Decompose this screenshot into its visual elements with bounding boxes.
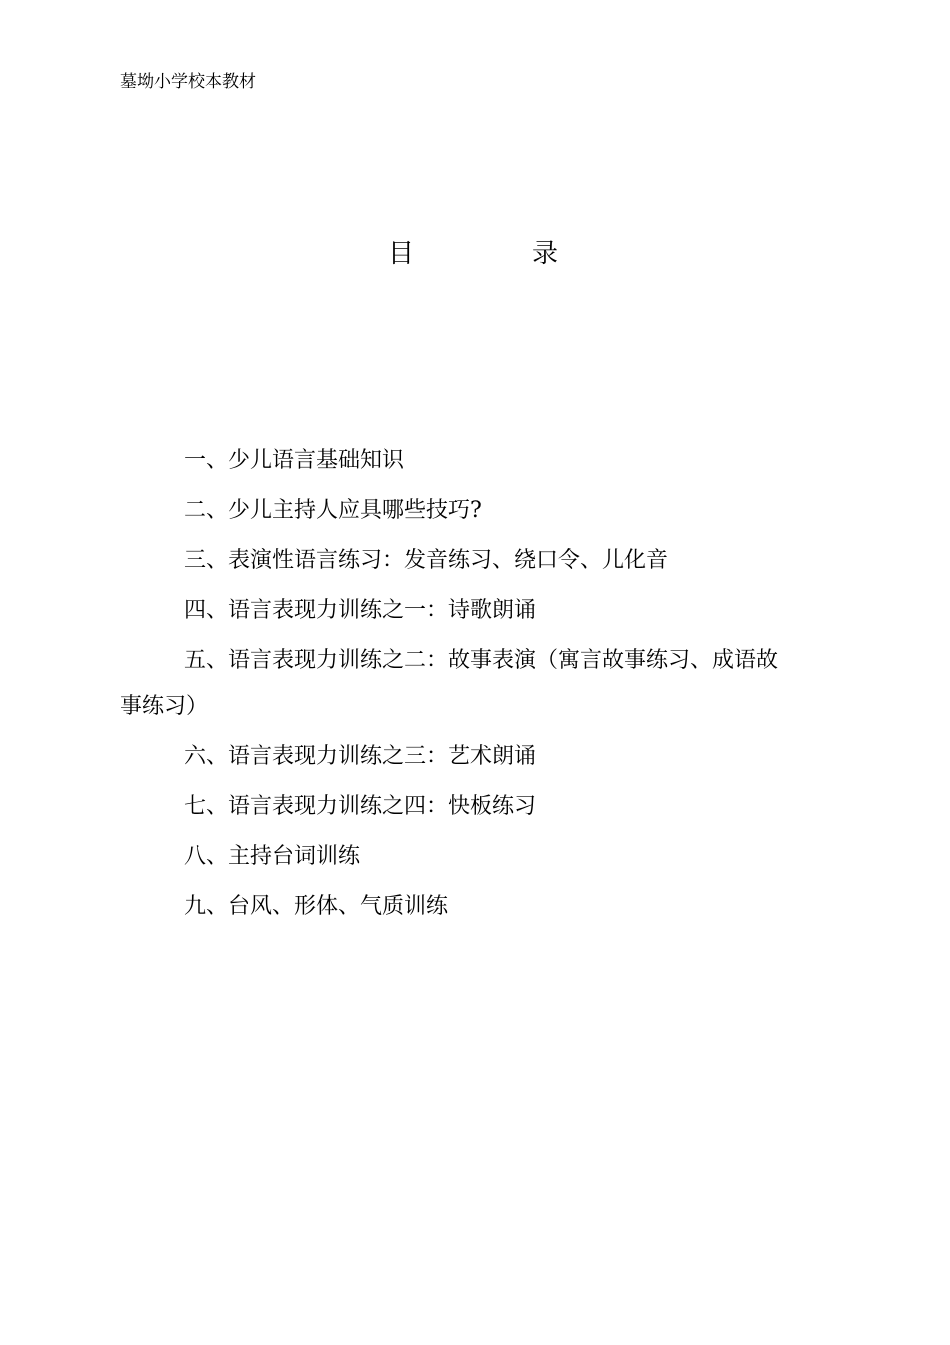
toc-item-2: 二、少儿主持人应具哪些技巧? bbox=[184, 498, 482, 523]
toc-item-6: 六、语言表现力训练之三：艺术朗诵 bbox=[184, 744, 537, 769]
toc-title bbox=[0, 236, 950, 272]
toc-list bbox=[120, 438, 780, 934]
toc-item-8: 八、主持台词训练 bbox=[184, 844, 361, 869]
toc-item-5: 五、语言表现力训练之二：故事表演（寓言故事练习、成语故事练习） bbox=[120, 648, 779, 719]
toc-item-4: 四、语言表现力训练之一：诗歌朗诵 bbox=[184, 598, 537, 623]
toc-item-9: 九、台风、形体、气质训练 bbox=[184, 894, 449, 919]
toc-title-char-2: 录 bbox=[532, 239, 559, 269]
toc-item-3: 三、表演性语言练习：发音练习、绕口令、儿化音 bbox=[184, 548, 669, 573]
toc-item-7: 七、语言表现力训练之四：快板练习 bbox=[184, 794, 537, 819]
toc-item-1: 一、少儿语言基础知识 bbox=[184, 448, 405, 473]
page-header: 墓坳小学校本教材 bbox=[120, 72, 256, 92]
toc-title-char-1: 目 bbox=[388, 239, 415, 269]
